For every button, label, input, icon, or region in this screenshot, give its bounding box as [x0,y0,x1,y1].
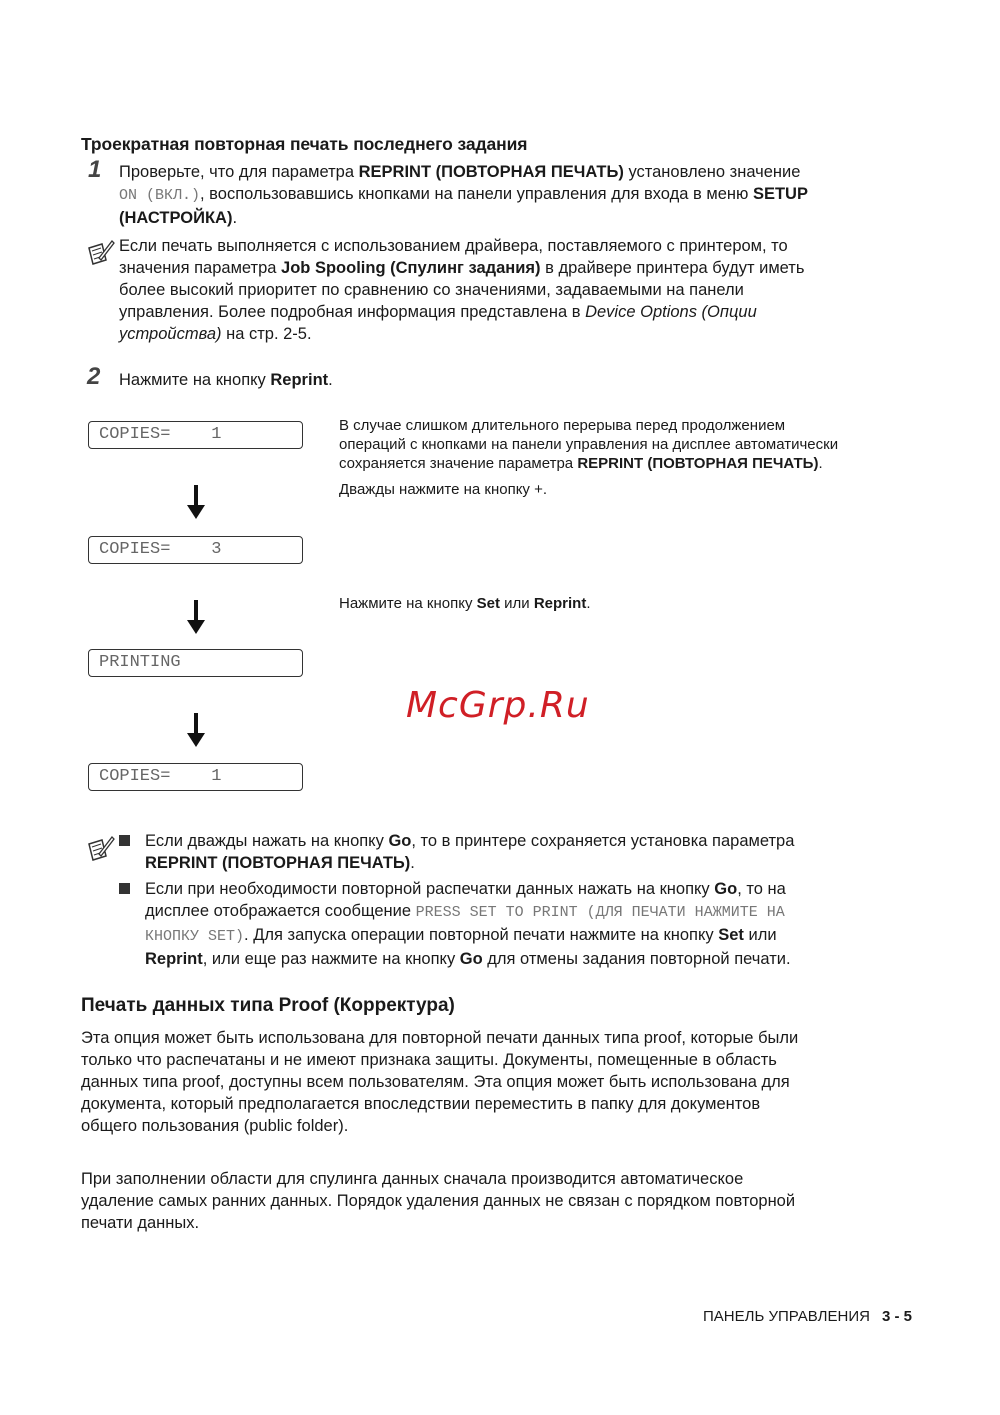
side-note-press-set: Нажмите на кнопку Set или Reprint. [339,595,591,612]
proof-paragraph-1: Эта опция может быть использована для повторной печати данных типа proof, которые были только что распечатаны и не имеют признака защиты. Документы, помещенные в область данных типа proof, доступны всем пользователям. Эта опция может быть использована для документа, который предполагается впоследствии переместить в папку для документов общего пользования (public folder). [81,1029,799,1135]
section-heading-proof: Печать данных типа Proof (Корректура) [81,995,455,1016]
lcd-display-copies-3: COPIES= 3 [88,536,303,564]
bullet-square-icon [119,883,130,894]
section-heading-reprint: Троекратная повторная печать последнего задания [81,134,528,154]
note-go-twice: Если дважды нажать на кнопку Go, то в принтере сохраняется установка параметра REPRINT (ПОВТОРНАЯ ПЕЧАТЬ). [145,832,795,872]
note-driver-priority: Если печать выполняется с использованием драйвера, поставляемого с принтером, то значения параметра Job Spooling (Спулинг задания) в драйвере принтера будут иметь более высокий приоритет по сравнению со значениями, задаваемыми на панели управления. Более подробная информация представлена в Device Options (Опции устройства) на стр. 2-5. [119,237,805,343]
note-pencil-icon [86,238,116,268]
side-note-press-plus: Дважды нажмите на кнопку +. [339,481,548,498]
note-pencil-icon [86,834,116,864]
proof-paragraph-2: При заполнении области для спулинга данных сначала производится автоматическое удаление самых ранних данных. Порядок удаления данных не связан с порядком повторной печати данных. [81,1170,796,1232]
lcd-display-copies-1: COPIES= 1 [88,421,303,449]
step-number-2: 2 [87,363,101,390]
footer-chapter: ПАНЕЛЬ УПРАВЛЕНИЯ [703,1308,870,1325]
arrow-down-icon [186,713,206,747]
step-2-text: Нажмите на кнопку Reprint. [119,371,333,389]
footer-page-number: 3 - 5 [882,1308,913,1325]
watermark: McGrp.Ru [406,685,590,726]
step-1-text: Проверьте, что для параметра REPRINT (ПОВТОРНАЯ ПЕЧАТЬ) установлено значение ON (ВКЛ.), воспользовавшись кнопками на панели управления для входа в меню SETUP (НАСТРОЙКА). [119,163,808,227]
note-press-set-to-print: Если при необходимости повторной распечатки данных нажать на кнопку Go, то на дисплее отображается сообщение PRESS SET TO PRINT (ДЛЯ ПЕЧАТИ НАЖМИТЕ НА КНОПКУ SET). Для запуска операции повторной печати нажмите на кнопку Set или Reprint, или еще раз нажмите на кнопку Go для отмены задания повторной печати. [145,880,791,968]
arrow-down-icon [186,600,206,634]
lcd-display-printing: PRINTING [88,649,303,677]
arrow-down-icon [186,485,206,519]
lcd-display-copies-1-final: COPIES= 1 [88,763,303,791]
bullet-square-icon [119,835,130,846]
step-number-1: 1 [88,156,102,183]
side-note-timeout: В случае слишком длительного перерыва перед продолжением операций с кнопками на панели управления на дисплее автоматически сохраняется значение параметра REPRINT (ПОВТОРНАЯ ПЕЧАТЬ). [339,417,839,472]
